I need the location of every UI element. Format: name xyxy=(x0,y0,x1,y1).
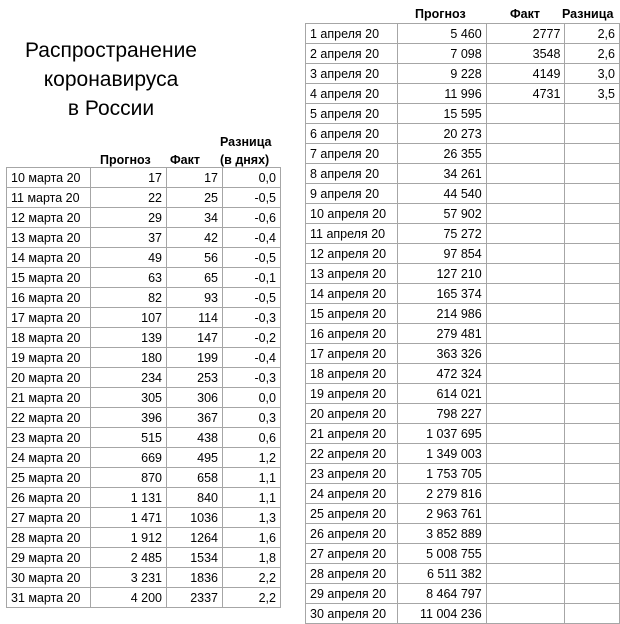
fact-cell[interactable] xyxy=(486,504,565,524)
diff-cell[interactable]: -0,4 xyxy=(223,348,281,368)
date-cell[interactable]: 11 апреля 20 xyxy=(306,224,398,244)
diff-cell[interactable]: 0,6 xyxy=(223,428,281,448)
forecast-cell[interactable]: 1 912 xyxy=(91,528,167,548)
diff-cell[interactable] xyxy=(565,324,620,344)
forecast-cell[interactable]: 2 279 816 xyxy=(397,484,486,504)
date-cell[interactable]: 29 апреля 20 xyxy=(306,584,398,604)
march-table xyxy=(6,167,281,608)
date-cell[interactable]: 23 марта 20 xyxy=(7,428,91,448)
table-row xyxy=(306,584,620,604)
date-cell[interactable]: 27 апреля 20 xyxy=(306,544,398,564)
diff-cell[interactable] xyxy=(565,304,620,324)
fact-cell[interactable] xyxy=(486,564,565,584)
forecast-cell[interactable]: 82 xyxy=(91,288,167,308)
date-cell[interactable]: 13 марта 20 xyxy=(7,228,91,248)
diff-cell[interactable]: 3,5 xyxy=(565,84,620,104)
date-cell[interactable]: 28 марта 20 xyxy=(7,528,91,548)
table-row xyxy=(306,244,620,264)
forecast-cell[interactable]: 396 xyxy=(91,408,167,428)
table-row xyxy=(306,504,620,524)
forecast-cell[interactable]: 515 xyxy=(91,428,167,448)
date-cell[interactable]: 16 марта 20 xyxy=(7,288,91,308)
table-row xyxy=(7,368,281,388)
fact-cell[interactable]: 2777 xyxy=(486,24,565,44)
date-cell[interactable]: 29 марта 20 xyxy=(7,548,91,568)
fact-cell[interactable]: 93 xyxy=(167,288,223,308)
table-row xyxy=(7,588,281,608)
fact-cell[interactable]: 17 xyxy=(167,168,223,188)
date-cell[interactable]: 4 апреля 20 xyxy=(306,84,398,104)
forecast-cell[interactable]: 97 854 xyxy=(397,244,486,264)
date-cell[interactable]: 14 марта 20 xyxy=(7,248,91,268)
forecast-cell[interactable]: 22 xyxy=(91,188,167,208)
forecast-cell[interactable]: 6 511 382 xyxy=(397,564,486,584)
forecast-cell[interactable]: 49 xyxy=(91,248,167,268)
fact-cell[interactable] xyxy=(486,204,565,224)
table-row xyxy=(306,144,620,164)
table-row xyxy=(7,308,281,328)
table-row xyxy=(306,484,620,504)
diff-cell[interactable]: 1,1 xyxy=(223,488,281,508)
fact-cell[interactable] xyxy=(486,384,565,404)
table-row xyxy=(7,428,281,448)
diff-cell[interactable]: -0,2 xyxy=(223,328,281,348)
date-cell[interactable]: 24 марта 20 xyxy=(7,448,91,468)
date-cell[interactable]: 7 апреля 20 xyxy=(306,144,398,164)
date-cell[interactable]: 30 марта 20 xyxy=(7,568,91,588)
diff-cell[interactable] xyxy=(565,144,620,164)
fact-cell[interactable] xyxy=(486,364,565,384)
title-line-3: в России xyxy=(67,97,155,120)
diff-cell[interactable]: 1,1 xyxy=(223,468,281,488)
fact-cell[interactable]: 4149 xyxy=(486,64,565,84)
forecast-cell[interactable]: 5 460 xyxy=(397,24,486,44)
forecast-cell[interactable]: 139 xyxy=(91,328,167,348)
forecast-cell[interactable]: 107 xyxy=(91,308,167,328)
diff-cell[interactable] xyxy=(565,384,620,404)
forecast-cell[interactable]: 870 xyxy=(91,468,167,488)
diff-cell[interactable]: 2,2 xyxy=(223,568,281,588)
forecast-cell[interactable]: 669 xyxy=(91,448,167,468)
diff-cell[interactable]: -0,3 xyxy=(223,308,281,328)
table-row xyxy=(306,284,620,304)
forecast-cell[interactable]: 63 xyxy=(91,268,167,288)
diff-cell[interactable] xyxy=(565,524,620,544)
diff-cell[interactable]: 1,6 xyxy=(223,528,281,548)
forecast-cell[interactable]: 180 xyxy=(91,348,167,368)
table-row xyxy=(7,548,281,568)
forecast-cell[interactable]: 2 963 761 xyxy=(397,504,486,524)
table-row xyxy=(306,344,620,364)
diff-cell[interactable]: 3,0 xyxy=(565,64,620,84)
table-row xyxy=(306,224,620,244)
forecast-cell[interactable]: 1 471 xyxy=(91,508,167,528)
diff-cell[interactable] xyxy=(565,164,620,184)
diff-cell[interactable]: -0,3 xyxy=(223,368,281,388)
right-header-forecast: Прогноз xyxy=(415,7,466,21)
diff-cell[interactable] xyxy=(565,264,620,284)
forecast-cell[interactable]: 4 200 xyxy=(91,588,167,608)
right-header-diff: Разница xyxy=(562,7,614,21)
date-cell[interactable]: 15 апреля 20 xyxy=(306,304,398,324)
date-cell[interactable]: 21 марта 20 xyxy=(7,388,91,408)
fact-cell[interactable] xyxy=(486,324,565,344)
diff-cell[interactable] xyxy=(565,444,620,464)
fact-cell[interactable]: 2337 xyxy=(167,588,223,608)
fact-cell[interactable] xyxy=(486,404,565,424)
diff-cell[interactable] xyxy=(565,484,620,504)
fact-cell[interactable] xyxy=(486,224,565,244)
table-row xyxy=(306,124,620,144)
diff-cell[interactable] xyxy=(565,204,620,224)
date-cell[interactable]: 12 марта 20 xyxy=(7,208,91,228)
table-row xyxy=(306,84,620,104)
table-row xyxy=(306,304,620,324)
date-cell[interactable]: 24 апреля 20 xyxy=(306,484,398,504)
table-row xyxy=(7,268,281,288)
table-row xyxy=(7,448,281,468)
diff-cell[interactable] xyxy=(565,284,620,304)
date-cell[interactable]: 9 апреля 20 xyxy=(306,184,398,204)
table-row xyxy=(306,64,620,84)
table-row xyxy=(306,364,620,384)
april-table xyxy=(305,23,620,624)
fact-cell[interactable]: 1836 xyxy=(167,568,223,588)
date-cell[interactable]: 19 апреля 20 xyxy=(306,384,398,404)
date-cell[interactable]: 8 апреля 20 xyxy=(306,164,398,184)
diff-cell[interactable]: 1,2 xyxy=(223,448,281,468)
diff-cell[interactable]: 0,0 xyxy=(223,168,281,188)
fact-cell[interactable] xyxy=(486,424,565,444)
fact-cell[interactable]: 495 xyxy=(167,448,223,468)
diff-cell[interactable] xyxy=(565,404,620,424)
table-row xyxy=(7,288,281,308)
diff-cell[interactable] xyxy=(565,464,620,484)
forecast-cell[interactable]: 5 008 755 xyxy=(397,544,486,564)
date-cell[interactable]: 19 марта 20 xyxy=(7,348,91,368)
fact-cell[interactable] xyxy=(486,524,565,544)
diff-cell[interactable]: 1,3 xyxy=(223,508,281,528)
date-cell[interactable]: 16 апреля 20 xyxy=(306,324,398,344)
forecast-cell[interactable]: 472 324 xyxy=(397,364,486,384)
table-row xyxy=(306,24,620,44)
fact-cell[interactable] xyxy=(486,584,565,604)
table-row xyxy=(306,524,620,544)
table-row xyxy=(306,444,620,464)
fact-cell[interactable] xyxy=(486,544,565,564)
date-cell[interactable]: 28 апреля 20 xyxy=(306,564,398,584)
fact-cell[interactable]: 1534 xyxy=(167,548,223,568)
fact-cell[interactable]: 199 xyxy=(167,348,223,368)
forecast-cell[interactable]: 1 349 003 xyxy=(397,444,486,464)
fact-cell[interactable]: 42 xyxy=(167,228,223,248)
fact-cell[interactable]: 25 xyxy=(167,188,223,208)
date-cell[interactable]: 18 марта 20 xyxy=(7,328,91,348)
diff-cell[interactable] xyxy=(565,584,620,604)
table-row xyxy=(306,324,620,344)
forecast-cell[interactable]: 11 004 236 xyxy=(397,604,486,624)
page-title xyxy=(6,36,216,123)
table-row xyxy=(306,424,620,444)
fact-cell[interactable]: 56 xyxy=(167,248,223,268)
fact-cell[interactable]: 147 xyxy=(167,328,223,348)
date-cell[interactable]: 12 апреля 20 xyxy=(306,244,398,264)
forecast-cell[interactable]: 305 xyxy=(91,388,167,408)
date-cell[interactable]: 25 апреля 20 xyxy=(306,504,398,524)
forecast-cell[interactable]: 34 261 xyxy=(397,164,486,184)
table-row xyxy=(306,264,620,284)
fact-cell[interactable]: 114 xyxy=(167,308,223,328)
forecast-cell[interactable]: 1 753 705 xyxy=(397,464,486,484)
date-cell[interactable]: 31 марта 20 xyxy=(7,588,91,608)
fact-cell[interactable] xyxy=(486,104,565,124)
fact-cell[interactable] xyxy=(486,444,565,464)
fact-cell[interactable]: 253 xyxy=(167,368,223,388)
diff-cell[interactable] xyxy=(565,424,620,444)
forecast-cell[interactable]: 44 540 xyxy=(397,184,486,204)
fact-cell[interactable]: 34 xyxy=(167,208,223,228)
table-row xyxy=(7,248,281,268)
date-cell[interactable]: 27 марта 20 xyxy=(7,508,91,528)
table-row xyxy=(7,488,281,508)
diff-cell[interactable]: 2,6 xyxy=(565,44,620,64)
forecast-cell[interactable]: 127 210 xyxy=(397,264,486,284)
left-header-diff-line1: Разница xyxy=(220,135,272,149)
table-row xyxy=(7,388,281,408)
diff-cell[interactable] xyxy=(565,344,620,364)
table-row xyxy=(306,564,620,584)
table-row xyxy=(306,204,620,224)
date-cell[interactable]: 23 апреля 20 xyxy=(306,464,398,484)
diff-cell[interactable]: -0,6 xyxy=(223,208,281,228)
table-row xyxy=(306,404,620,424)
table-row xyxy=(7,568,281,588)
forecast-cell[interactable]: 214 986 xyxy=(397,304,486,324)
fact-cell[interactable] xyxy=(486,124,565,144)
diff-cell[interactable] xyxy=(565,544,620,564)
date-cell[interactable]: 1 апреля 20 xyxy=(306,24,398,44)
diff-cell[interactable]: -0,1 xyxy=(223,268,281,288)
diff-cell[interactable]: -0,5 xyxy=(223,188,281,208)
fact-cell[interactable] xyxy=(486,144,565,164)
date-cell[interactable]: 10 марта 20 xyxy=(7,168,91,188)
left-header-diff-line2: (в днях) xyxy=(220,153,270,167)
diff-cell[interactable] xyxy=(565,244,620,264)
forecast-cell[interactable]: 2 485 xyxy=(91,548,167,568)
diff-cell[interactable]: 0,3 xyxy=(223,408,281,428)
right-header-fact: Факт xyxy=(510,7,540,21)
date-cell[interactable]: 26 апреля 20 xyxy=(306,524,398,544)
fact-cell[interactable]: 1264 xyxy=(167,528,223,548)
forecast-cell[interactable]: 234 xyxy=(91,368,167,388)
date-cell[interactable]: 26 марта 20 xyxy=(7,488,91,508)
fact-cell[interactable]: 438 xyxy=(167,428,223,448)
date-cell[interactable]: 30 апреля 20 xyxy=(306,604,398,624)
date-cell[interactable]: 21 апреля 20 xyxy=(306,424,398,444)
fact-cell[interactable] xyxy=(486,184,565,204)
table-row xyxy=(7,168,281,188)
table-row xyxy=(7,328,281,348)
diff-cell[interactable]: 2,2 xyxy=(223,588,281,608)
table-row xyxy=(306,604,620,624)
fact-cell[interactable] xyxy=(486,164,565,184)
fact-cell[interactable]: 367 xyxy=(167,408,223,428)
table-row xyxy=(7,468,281,488)
date-cell[interactable]: 22 марта 20 xyxy=(7,408,91,428)
diff-cell[interactable] xyxy=(565,604,620,624)
forecast-cell[interactable]: 3 231 xyxy=(91,568,167,588)
left-header-fact: Факт xyxy=(170,153,200,167)
diff-cell[interactable] xyxy=(565,224,620,244)
diff-cell[interactable] xyxy=(565,564,620,584)
forecast-cell[interactable]: 15 595 xyxy=(397,104,486,124)
date-cell[interactable]: 3 апреля 20 xyxy=(306,64,398,84)
forecast-cell[interactable]: 26 355 xyxy=(397,144,486,164)
fact-cell[interactable] xyxy=(486,264,565,284)
fact-cell[interactable] xyxy=(486,344,565,364)
fact-cell[interactable]: 4731 xyxy=(486,84,565,104)
fact-cell[interactable]: 306 xyxy=(167,388,223,408)
diff-cell[interactable]: -0,5 xyxy=(223,248,281,268)
diff-cell[interactable]: -0,5 xyxy=(223,288,281,308)
forecast-cell[interactable]: 614 021 xyxy=(397,384,486,404)
forecast-cell[interactable]: 57 902 xyxy=(397,204,486,224)
forecast-cell[interactable]: 9 228 xyxy=(397,64,486,84)
title-line-1: Распространение xyxy=(25,39,197,62)
date-cell[interactable]: 17 марта 20 xyxy=(7,308,91,328)
date-cell[interactable]: 20 марта 20 xyxy=(7,368,91,388)
diff-cell[interactable] xyxy=(565,124,620,144)
date-cell[interactable]: 10 апреля 20 xyxy=(306,204,398,224)
diff-cell[interactable]: 1,8 xyxy=(223,548,281,568)
table-row xyxy=(306,464,620,484)
diff-cell[interactable] xyxy=(565,104,620,124)
forecast-cell[interactable]: 7 098 xyxy=(397,44,486,64)
table-row xyxy=(7,188,281,208)
table-row xyxy=(306,184,620,204)
forecast-cell[interactable]: 798 227 xyxy=(397,404,486,424)
table-row xyxy=(306,104,620,124)
forecast-cell[interactable]: 3 852 889 xyxy=(397,524,486,544)
date-cell[interactable]: 15 марта 20 xyxy=(7,268,91,288)
title-line-2: коронавируса xyxy=(43,68,179,91)
fact-cell[interactable]: 3548 xyxy=(486,44,565,64)
fact-cell[interactable]: 1036 xyxy=(167,508,223,528)
diff-cell[interactable] xyxy=(565,364,620,384)
forecast-cell[interactable]: 279 481 xyxy=(397,324,486,344)
date-cell[interactable]: 11 марта 20 xyxy=(7,188,91,208)
table-row xyxy=(306,384,620,404)
table-row xyxy=(7,528,281,548)
table-row xyxy=(7,228,281,248)
forecast-cell[interactable]: 11 996 xyxy=(397,84,486,104)
fact-cell[interactable] xyxy=(486,464,565,484)
date-cell[interactable]: 6 апреля 20 xyxy=(306,124,398,144)
table-row xyxy=(7,408,281,428)
forecast-cell[interactable]: 8 464 797 xyxy=(397,584,486,604)
forecast-cell[interactable]: 363 326 xyxy=(397,344,486,364)
diff-cell[interactable]: -0,4 xyxy=(223,228,281,248)
diff-cell[interactable] xyxy=(565,184,620,204)
date-cell[interactable]: 14 апреля 20 xyxy=(306,284,398,304)
table-row xyxy=(7,348,281,368)
forecast-cell[interactable]: 1 037 695 xyxy=(397,424,486,444)
date-cell[interactable]: 2 апреля 20 xyxy=(306,44,398,64)
date-cell[interactable]: 20 апреля 20 xyxy=(306,404,398,424)
fact-cell[interactable]: 65 xyxy=(167,268,223,288)
forecast-cell[interactable]: 1 131 xyxy=(91,488,167,508)
fact-cell[interactable]: 840 xyxy=(167,488,223,508)
fact-cell[interactable] xyxy=(486,244,565,264)
table-row xyxy=(306,164,620,184)
table-row xyxy=(7,208,281,228)
diff-cell[interactable]: 0,0 xyxy=(223,388,281,408)
left-header-forecast: Прогноз xyxy=(100,153,151,167)
fact-cell[interactable] xyxy=(486,304,565,324)
diff-cell[interactable] xyxy=(565,504,620,524)
date-cell[interactable]: 13 апреля 20 xyxy=(306,264,398,284)
forecast-cell[interactable]: 29 xyxy=(91,208,167,228)
diff-cell[interactable]: 2,6 xyxy=(565,24,620,44)
table-row xyxy=(306,44,620,64)
forecast-cell[interactable]: 20 273 xyxy=(397,124,486,144)
forecast-cell[interactable]: 17 xyxy=(91,168,167,188)
date-cell[interactable]: 5 апреля 20 xyxy=(306,104,398,124)
date-cell[interactable]: 18 апреля 20 xyxy=(306,364,398,384)
date-cell[interactable]: 17 апреля 20 xyxy=(306,344,398,364)
forecast-cell[interactable]: 37 xyxy=(91,228,167,248)
fact-cell[interactable] xyxy=(486,604,565,624)
fact-cell[interactable] xyxy=(486,284,565,304)
table-row xyxy=(306,544,620,564)
date-cell[interactable]: 22 апреля 20 xyxy=(306,444,398,464)
table-row xyxy=(7,508,281,528)
date-cell[interactable]: 25 марта 20 xyxy=(7,468,91,488)
fact-cell[interactable]: 658 xyxy=(167,468,223,488)
fact-cell[interactable] xyxy=(486,484,565,504)
forecast-cell[interactable]: 75 272 xyxy=(397,224,486,244)
forecast-cell[interactable]: 165 374 xyxy=(397,284,486,304)
